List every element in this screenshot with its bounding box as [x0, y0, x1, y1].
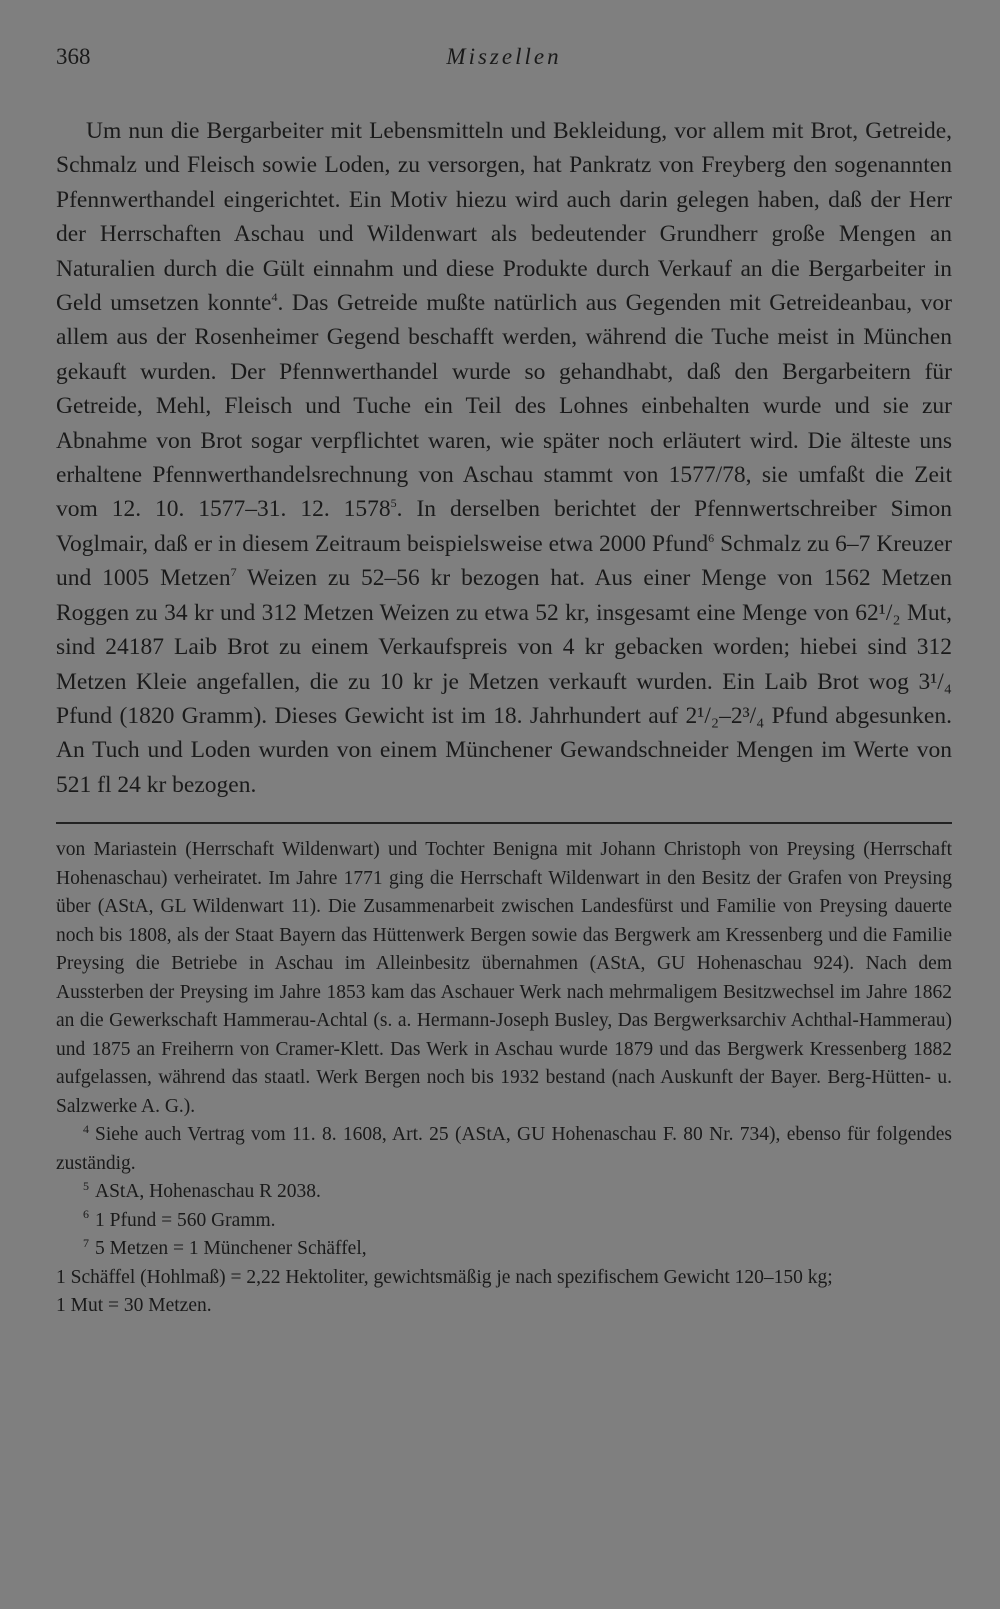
- paragraph-text: . Das Getreide mußte natürlich aus Gegenden mit Getreideanbau, vor allem aus der Rosenheimer Gegend beschafft werden, während die Tuche meist in München gekauft wurden. Der Pfennwerthandel wurde so gehandhabt, daß den Bergarbeitern für Getreide, Mehl, Fleisch und Tuche ein Teil des Lohnes einbehalten wurde und sie zur Abnahme von Brot sogar verpflichtet waren, wie später noch erläutert wird. Die älteste uns erhaltene Pfennwerthandelsrechnung von Aschau stammt von 1577/78, sie umfaßt die Zeit vom 12. 10. 1577–31. 12. 1578: [56, 290, 953, 523]
- footnote-ref-6: 6: [708, 531, 715, 546]
- footnote-ref-7: 7: [230, 565, 237, 580]
- page-header: [56, 44, 952, 78]
- footnotes: [56, 836, 952, 1321]
- footnote-7: [56, 1235, 952, 1264]
- footnote-number: 7: [83, 1235, 89, 1250]
- footnote-6: [56, 1207, 952, 1236]
- document-page: [56, 44, 952, 1321]
- footnote-5: [56, 1178, 952, 1207]
- footnote-ref-5: 5: [390, 496, 397, 511]
- footnote-number: 6: [83, 1207, 89, 1222]
- footnote-7-line-2: 1 Schäffel (Hohlmaß) = 2,22 Hektoliter, gewichtsmäßig je nach spezifischem Gewicht 120–150 kg;: [56, 1266, 833, 1288]
- footnote-text: AStA, Hohenaschau R 2038.: [95, 1181, 321, 1203]
- paragraph-text: Um nun die Bergarbeiter mit Lebensmitteln und Bekleidung, vor allem mit Brot, Getreide, Schmalz und Fleisch sowie Loden, zu versorgen, hat Pankratz von Freyberg den sogenannten Pfennwerthandel eingerichtet. Ein Motiv hiezu wird auch darin gelegen haben, daß der Herr der Herrschaften Aschau und Wildenwart als bedeutender Grundherr große Mengen an Naturalien durch die Gült einnahm und diese Produkte durch Verkauf an die Bergarbeiter in Geld umsetzen konnte: [56, 118, 952, 317]
- paragraph-text: . In derselben berichtet der Pfennwertschreiber Simon Voglmair, daß er in diesem Zeitraum beispielsweise etwa 2000 Pfund: [56, 496, 953, 557]
- footnote-number: 4: [83, 1121, 89, 1136]
- footnote-ref-4: 4: [271, 290, 278, 305]
- footnote-number: 5: [83, 1178, 89, 1193]
- footnote-continued: von Mariastein (Herrschaft Wildenwart) und Tochter Benigna mit Johann Christoph von Preysing (Herrschaft Hohenaschau) verheiratet. Im Jahre 1771 ging die Herrschaft Wildenwart in den Besitz der Grafen von Preysing über (AStA, GL Wildenwart 11). Die Zusammenarbeit zwischen Landesfürst und Familie von Preysing dauerte noch bis 1808, als der Staat Bayern das Hüttenwerk Bergen sowie das Bergwerk am Kressenberg und die Familie Preysing die Betriebe in Aschau im Alleinbesitz übernahmen (AStA, GU Hohenaschau 924). Nach dem Aussterben der Preysing im Jahre 1853 kam das Aschauer Werk nach mehrmaligem Besitzwechsel im Jahre 1862 an die Gewerkschaft Hammerau-Achtal (s. a. Hermann-Joseph Busley, Das Bergwerksarchiv Achthal-Hammerau) und 1875 an Freiherrn von Cramer-Klett. Das Werk in Aschau wurde 1879 und das Bergwerk Kressenberg 1882 aufgelassen, während das staatl. Werk Bergen noch bis 1932 bestand (nach Auskunft der Bayer. Berg-Hütten- u. Salzwerke A. G.).: [56, 839, 952, 1117]
- footnote-text: Siehe auch Vertrag vom 11. 8. 1608, Art. 25 (AStA, GU Hohenaschau F. 80 Nr. 734), ebenso für folgendes zuständig.: [56, 1124, 952, 1174]
- footnote-text: 1 Pfund = 560 Gramm.: [95, 1209, 276, 1231]
- page-number: 368: [56, 44, 91, 69]
- paragraph-text: Schmalz zu 6–7 Kreuzer und 1005 Metzen: [56, 530, 952, 592]
- footnote-divider: [56, 822, 952, 824]
- running-title: Miszellen: [446, 44, 562, 69]
- footnote-4: [56, 1121, 952, 1178]
- footnote-text: 5 Metzen = 1 Münchener Schäffel,: [95, 1238, 367, 1260]
- main-paragraph: [56, 114, 952, 802]
- paragraph-text: Weizen zu 52–56 kr bezogen hat. Aus einer Menge von 1562 Metzen Roggen zu 34 kr und 312 Metzen Weizen zu etwa 52 kr, insgesamt eine Menge von 62¹/₂ Mut, sind 24187 Laib Brot zu einem Verkaufspreis von 4 kr gebacken worden; hiebei sind 312 Metzen Kleie angefallen, die zu 10 kr je Metzen verkauft wurden. Ein Laib Brot wog 3¹/₄ Pfund (1820 Gramm). Dieses Gewicht ist im 18. Jahrhundert auf 2¹/₂–2³/₄ Pfund abgesunken. An Tuch und Loden wurden von einem Münchener Gewandschneider Mengen im Werte von 521 fl 24 kr bezogen.: [56, 565, 953, 798]
- footnote-7-line-3: 1 Mut = 30 Metzen.: [56, 1295, 212, 1317]
